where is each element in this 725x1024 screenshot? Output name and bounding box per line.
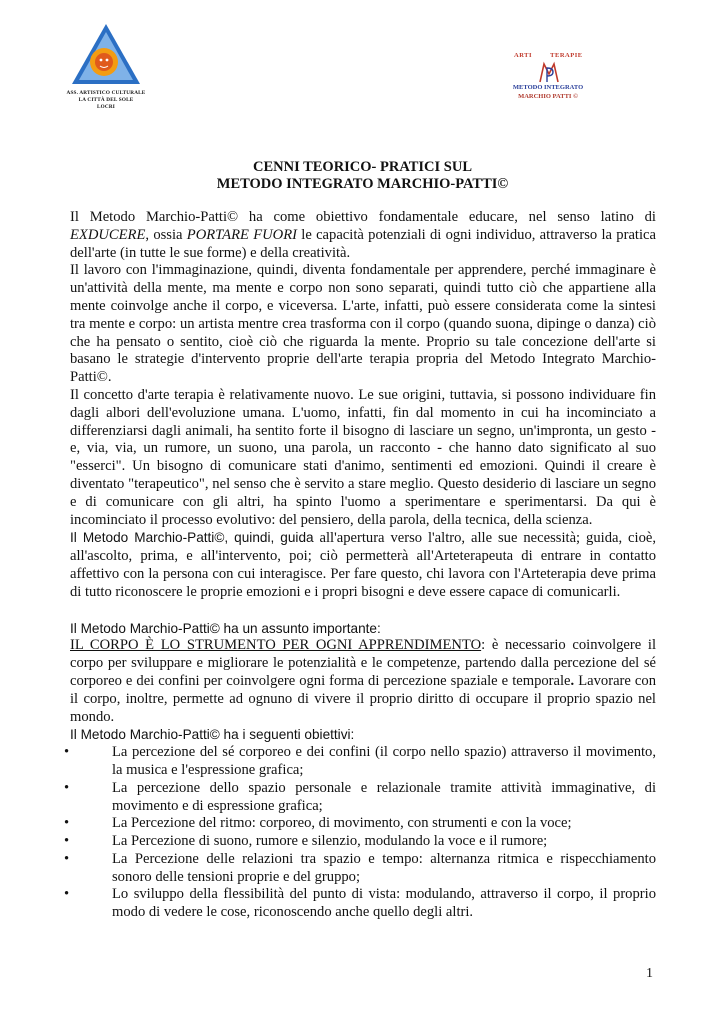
text-run: Il Metodo Marchio-Patti©, quindi, guida xyxy=(70,530,314,546)
list-item xyxy=(64,886,656,922)
assumption-heading: Il Metodo Marchio-Patti© ha un assunto importante: xyxy=(70,620,381,636)
list-item-text: La Percezione delle relazioni tra spazio e tempo: alternanza ritmica e rispecchiamento sonoro delle tensioni proprie e del gruppo; xyxy=(112,850,656,885)
title-line-1: CENNI TEORICO- PRATICI SUL xyxy=(252,159,472,175)
text-run: all'apertura verso l'altro, alle sue necessità; guida, cioè, all'ascolto, prima, e all'intervento, poi; ciò permetterà all'Arteterapeuta di entrare in contatto affettivo con la persona con cui interagisce. Per fare questo, chi lavora con l'Arteterapia deve prima di tutto riconoscere le proprie emozioni e i propri bisogni e deve essere capace di comunicarli. xyxy=(70,530,657,600)
page-number: 1 xyxy=(646,966,653,981)
list-item-text: La Percezione del ritmo: corporeo, di movimento, con strumenti e con la voce; xyxy=(112,815,572,832)
text-run: : è necessario coinvolgere il corpo per sviluppare e migliorare le potenzialità e le competenze, partendo dalla percezione del sé corporeo e dei confini per coinvolgere ogni forma di percezione spaziale e temporale xyxy=(70,637,657,689)
underlined-principle: IL CORPO È LO STRUMENTO PER OGNI APPRENDIMENTO xyxy=(70,637,482,654)
list-item xyxy=(64,815,656,833)
bullet-icon: • xyxy=(64,744,70,761)
title-line-2: METODO INTEGRATO MARCHIO-PATTI© xyxy=(216,176,509,192)
mp-monogram-icon xyxy=(536,60,562,86)
bullet-icon: • xyxy=(64,779,70,796)
paragraph-method-guides xyxy=(70,529,656,601)
list-item xyxy=(64,744,656,780)
list-item xyxy=(64,779,656,816)
list-item-text: La percezione dello spazio personale e relazionale tramite attività immaginative, di movimento e di espressione grafica; xyxy=(112,779,656,814)
text-run: Lavorare con il corpo, inoltre, permette ad ognuno di vivere il proprio diritto di occupare il proprio spazio nel mondo. xyxy=(70,672,656,725)
italic-term: EXDUCERE xyxy=(70,226,146,243)
page-title xyxy=(0,159,725,193)
logo-caption xyxy=(66,90,146,111)
text-run: le capacità potenziali di ogni individuo, attraverso la pratica dell'arte (in tutte le sue forme) e della creatività. xyxy=(70,226,657,261)
logo-right-word: TERAPIE xyxy=(550,52,583,59)
association-logo xyxy=(66,22,146,122)
logo-caption-line: ASS. ARTISTICO CULTURALE xyxy=(66,90,146,96)
triangle-sun-logo-icon xyxy=(70,22,142,86)
list-item xyxy=(64,833,656,851)
logo-right-word: ARTI xyxy=(514,52,533,59)
list-item-text: Lo sviluppo della flessibilità del punto di vista: modulando, attraverso il corpo, il proprio modo di vedere le cose, riconoscendo anche quello degli altri. xyxy=(112,886,656,921)
logo-right-line1 xyxy=(514,52,594,59)
bullet-icon: • xyxy=(64,815,70,832)
text-run: . xyxy=(570,672,575,689)
paragraph-intro xyxy=(70,209,656,262)
paragraph-imagination: Il lavoro con l'immaginazione, quindi, diventa fondamentale per apprendere, perché immaginare è un'attività della mente, ma mente e corpo non sono separati, quindi tutto ciò che appartiene alla mente coinvolge anche il corpo, e viceversa. L'arte, infatti, può essere considerata come la sintesi tra mente e corpo: un artista mentre crea trasforma con il corpo (quando suona, dipinge o danza) ciò che ha pensato o sentito, cioè ciò che riguarda la mente. Proprio su tale concezione dell'arte si basano le strategie d'intervento proprie dell'arte terapia propria del Metodo Integrato Marchio-Patti©. xyxy=(70,262,656,386)
objectives-list xyxy=(64,744,656,922)
list-item xyxy=(64,850,656,887)
document-body xyxy=(64,209,657,922)
logo-caption-line: LOCRI xyxy=(96,104,115,110)
objectives-intro: Il Metodo Marchio-Patti© ha i seguenti obiettivi: xyxy=(70,727,355,743)
bullet-icon: • xyxy=(64,886,70,903)
arti-terapie-logo xyxy=(500,52,596,112)
bullet-icon: • xyxy=(64,833,70,850)
logo-right-line3: MARCHIO PATTI © xyxy=(518,93,578,100)
paragraph-art-therapy: Il concetto d'arte terapia è relativamente nuovo. Le sue origini, tuttavia, si possono individuare fin dagli albori dell'evoluzione umana. L'uomo, infatti, fin dal momento in cui ha incominciato a differenziarsi dagli animali, ha sentito forte il bisogno di lasciare un segno, un'impronta, un gesto - e, via, via, un rumore, un suono, una parola, un racconto - che hanno dato significato al suo "esserci". Un bisogno di comunicare stati d'animo, sentimenti ed emozioni. Quindi il creare è diventato "terapeutico", nel senso che è servito a stare meglio. Questo desiderio di lasciare un segno e di comunicare con gli altri, ha spinto l'uomo a sperimentare e sperimentarsi. Da qui è incominciato il processo evolutivo: del pensiero, della parola, della tecnica, della scienza. xyxy=(70,386,656,528)
text-run: Il Metodo Marchio-Patti© ha come obiettivo fondamentale educare, nel senso latino di xyxy=(70,209,656,225)
logo-right-line2: METODO INTEGRATO xyxy=(512,84,584,91)
list-item-text: La percezione del sé corporeo e dei confini (il corpo nello spazio) attraverso il movimento, la musica e l'espressione grafica; xyxy=(112,744,656,778)
italic-term: PORTARE FUORI xyxy=(186,226,297,243)
list-item-text: La Percezione di suono, rumore e silenzio, modulando la voce e il rumore; xyxy=(112,833,548,850)
logo-caption-line: LA CITTÀ DEL SOLE xyxy=(78,97,134,103)
text-run: , ossia xyxy=(145,226,187,243)
paragraph-body-instrument xyxy=(70,637,656,726)
bullet-icon: • xyxy=(64,850,70,867)
